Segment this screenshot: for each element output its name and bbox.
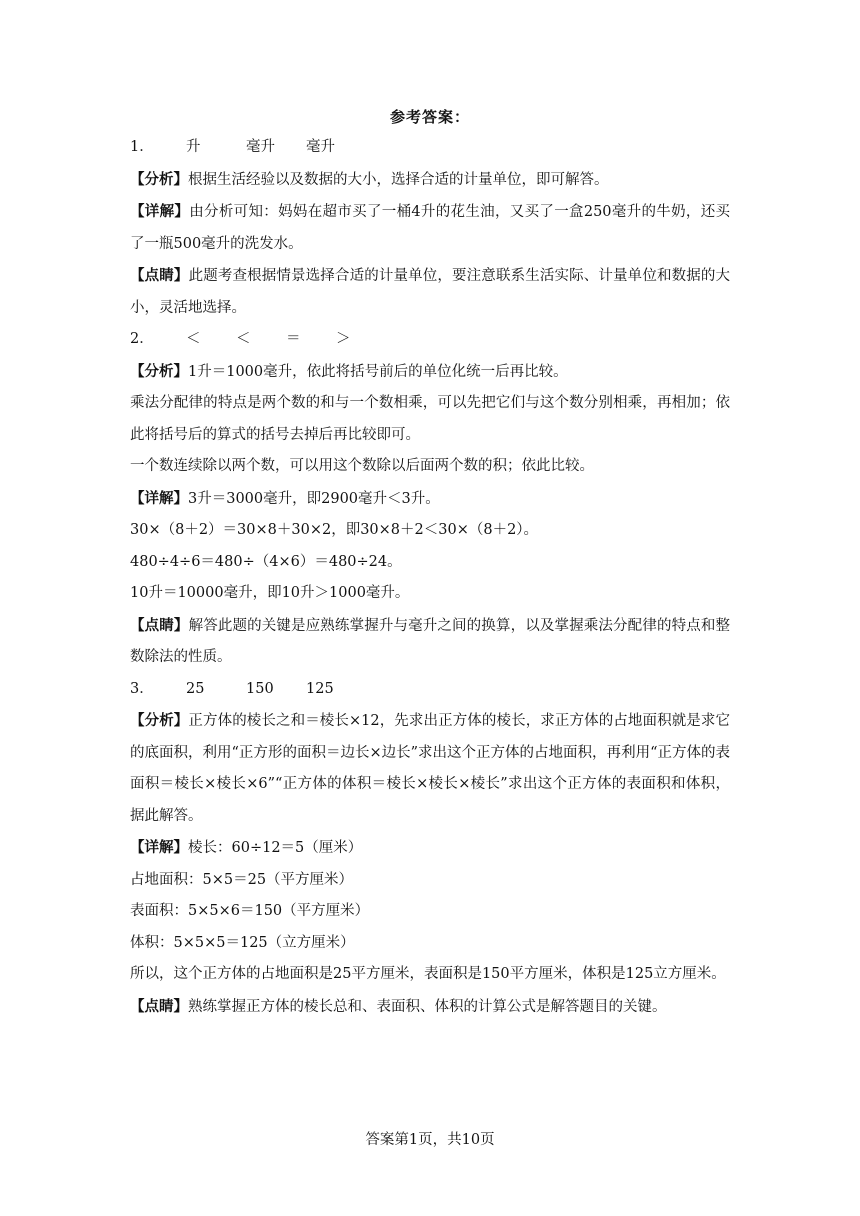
detail-tag: 【详解】 [130, 839, 188, 856]
q2-analysis-text: 1升＝1000毫升，依此将括号前后的单位化统一后再比较。 [188, 363, 568, 380]
q3-detail-5: 所以，这个正方体的占地面积是25平方厘米，表面积是150平方厘米，体积是125立方厘米。 [130, 966, 726, 982]
q3-comment-text: 熟练掌握正方体的棱长总和、表面积、体积的计算公式是解答题目的关键。 [188, 998, 667, 1015]
comment-tag: 【点睛】 [130, 997, 188, 1015]
q2-detail-2: 30×（8＋2）＝30×8＋30×2，即30×8＋2＜30×（8＋2）。 [130, 522, 539, 538]
q1-answer-3: 毫升 [306, 139, 335, 155]
q2-analysis-3: 一个数连续除以两个数，可以用这个数除以后面两个数的积；依此比较。 [130, 458, 594, 474]
q2-answer-2: ＜ [236, 331, 251, 347]
analysis-tag: 【分析】 [130, 170, 188, 188]
q1-comment-text: 此题考查根据情景选择合适的计量单位，要注意联系生活实际、计量单位和数据的大小，灵活地选择。 [130, 268, 731, 316]
q2-analysis [130, 356, 730, 389]
q2-number: 2． [130, 331, 154, 347]
q3-answer-1: 25 [186, 680, 205, 697]
q3-comment [130, 991, 730, 1024]
q2-answer-row [130, 324, 730, 356]
q1-detail-text: 由分析可知：妈妈在超市买了一桶4升的花生油，又买了一盒250毫升的牛奶，还买了一瓶500毫升的洗发水。 [130, 204, 731, 252]
q3-analysis-text: 正方体的棱长之和＝棱长×12，先求出正方体的棱长，求正方体的占地面积就是求它的底面积，利用“正方形的面积＝边长×边长”求出这个正方体的占地面积，再利用“正方体的表面积＝棱长×棱长×6”“正方体的体积＝棱长×棱长×棱长”求出这个正方体的表面积和体积，据此解答。 [130, 713, 730, 824]
q3-detail-3: 表面积：5×5×6＝150（平方厘米） [130, 903, 370, 919]
q2-detail [130, 483, 730, 516]
comment-tag: 【点睛】 [130, 267, 189, 284]
q3-answer-2: 150 [246, 680, 274, 697]
q3-detail-text: 棱长：60÷12＝5（厘米） [188, 840, 363, 856]
q2-detail-3: 480÷4÷6＝480÷（4×6）＝480÷24。 [130, 553, 402, 570]
q3-detail-4: 体积：5×5×5＝125（立方厘米） [130, 934, 355, 951]
q1-answer-1: 升 [186, 139, 201, 155]
comment-tag: 【点睛】 [130, 616, 189, 634]
q1-answer-row [130, 132, 730, 164]
q2-answer-3: ＝ [286, 331, 301, 347]
q1-number: 1． [130, 139, 154, 155]
q2-detail-text: 3升＝3000毫升，即2900毫升＜3升。 [188, 490, 440, 507]
q1-comment [130, 260, 730, 324]
q2-analysis-2: 乘法分配律的特点是两个数的和与一个数相乘，可以先把它们与这个数分别相乘，再相加；依此将括号后的算式的括号去掉后再比较即可。 [130, 395, 730, 443]
q3-answer-row [130, 674, 730, 706]
answer-content [130, 132, 730, 1023]
page-footer: 答案第1页，共10页 [365, 1132, 495, 1148]
detail-tag: 【详解】 [130, 489, 188, 507]
q3-analysis [130, 705, 730, 832]
q3-detail [130, 832, 730, 865]
q3-number: 3． [130, 680, 154, 697]
q3-answer-3: 125 [306, 680, 334, 697]
q1-detail [130, 196, 730, 260]
q1-analysis-text: 根据生活经验以及数据的大小，选择合适的计量单位，即可解答。 [188, 171, 609, 188]
analysis-tag: 【分析】 [130, 362, 188, 380]
q1-answer-2: 毫升 [246, 139, 275, 155]
q2-comment-text: 解答此题的关键是应熟练掌握升与毫升之间的换算，以及掌握乘法分配律的特点和整数除法的性质。 [130, 617, 731, 665]
q1-analysis [130, 164, 730, 197]
q2-detail-4: 10升＝10000毫升，即10升＞1000毫升。 [130, 585, 410, 601]
q3-detail-2: 占地面积：5×5＝25（平方厘米） [130, 871, 354, 888]
q2-answer-4: ＞ [336, 331, 351, 347]
q2-comment [130, 610, 730, 674]
page-title: 参考答案： [389, 108, 470, 126]
analysis-tag: 【分析】 [130, 712, 189, 729]
detail-tag: 【详解】 [130, 203, 190, 220]
q2-answer-1: ＜ [186, 331, 201, 347]
